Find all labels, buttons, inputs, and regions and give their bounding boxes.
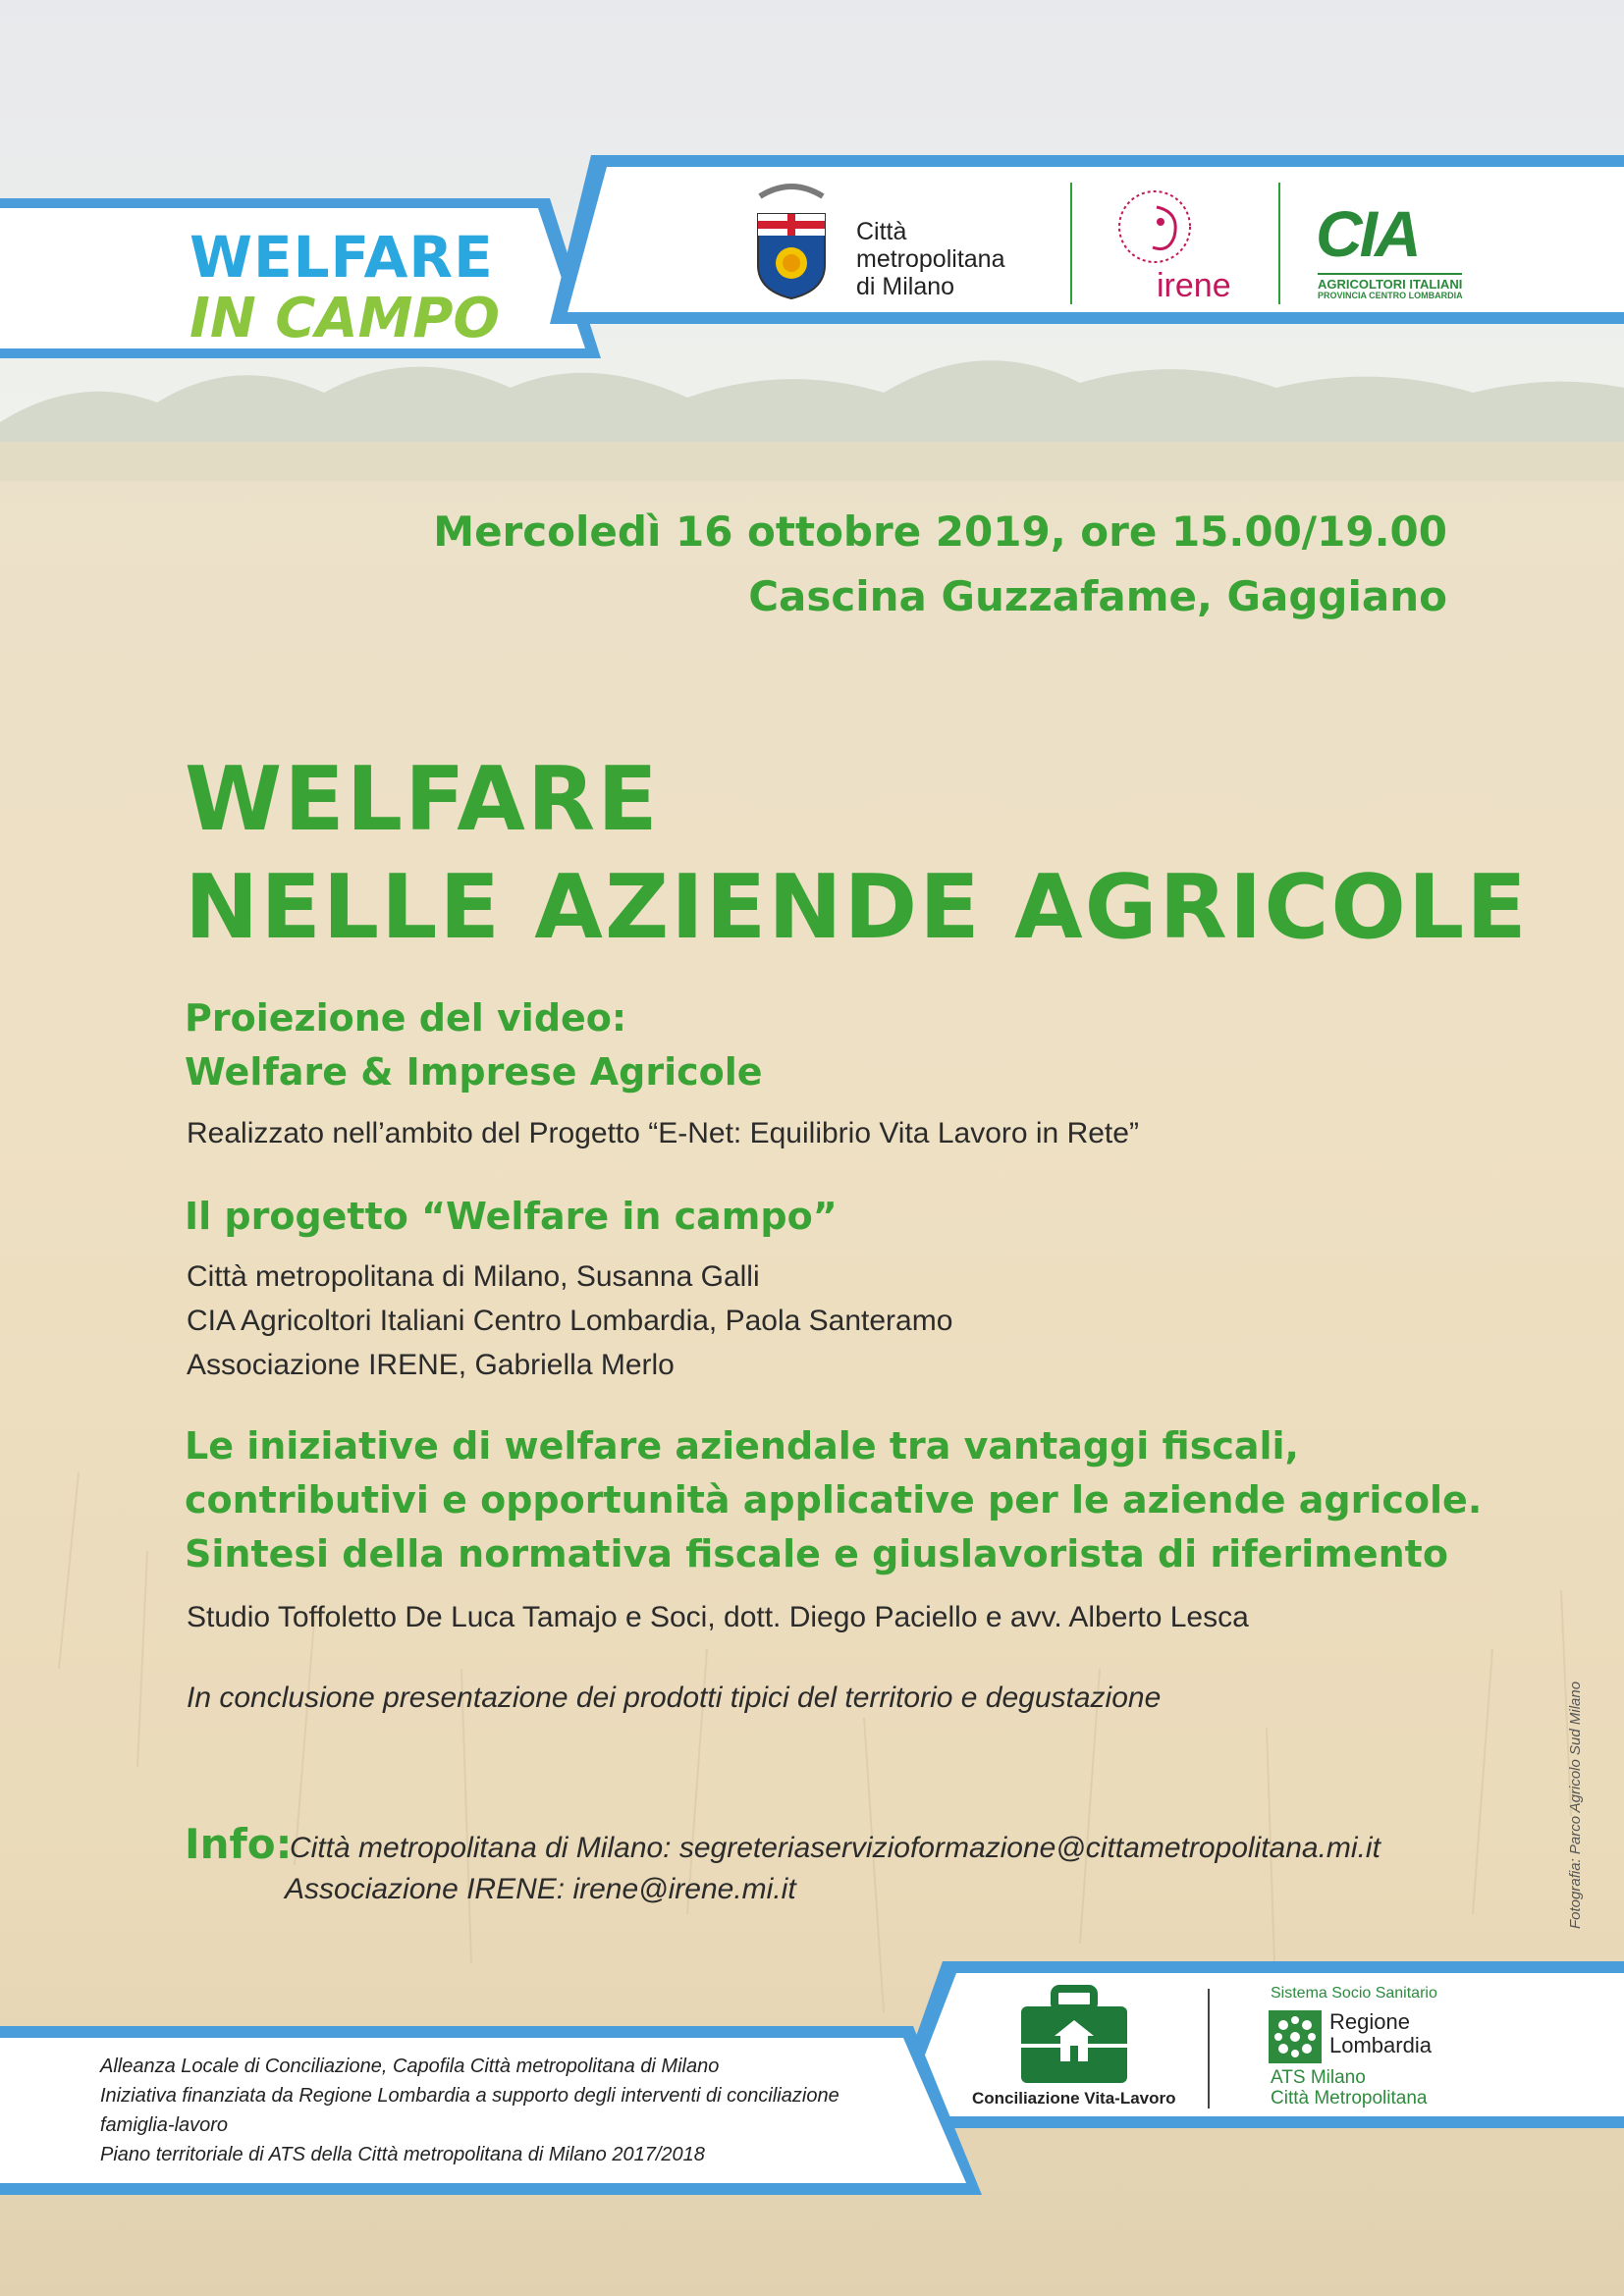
irene-logo-text: irene <box>1157 267 1231 304</box>
iniziative-heading-line: Le iniziative di welfare aziendale tra vantaggi fiscali, <box>185 1424 1299 1468</box>
header-divider-2 <box>1278 183 1280 304</box>
iniziative-heading-line: contributivi e opportunità applicative per le aziende agricole. <box>185 1478 1483 1522</box>
cia-logo-line1: AGRICOLTORI ITALIANI <box>1318 273 1462 292</box>
conciliazione-label: Conciliazione Vita-Lavoro <box>972 2089 1176 2108</box>
video-heading-1: Proiezione del video: <box>185 996 627 1040</box>
header-divider <box>1070 183 1072 304</box>
regione-lombardia-text: Regione Lombardia <box>1329 2009 1432 2057</box>
cia-logo-mark: CIA <box>1316 197 1419 270</box>
progetto-line: Associazione IRENE, Gabriella Merlo <box>187 1349 675 1381</box>
footer-notes: Alleanza Locale di Conciliazione, Capofila Città metropolitana di Milano Iniziativa finanziata da Regione Lombardia a supporto degli interventi di conciliazione famiglia-lavoro Piano territoriale di ATS della Città metropolitana di Milano 2017/2018 <box>100 2056 839 2165</box>
event-place: Cascina Guzzafame, Gaggiano <box>748 572 1447 620</box>
info-label: Info: <box>185 1820 293 1868</box>
iniziative-heading-line: Sintesi della normativa fiscale e giuslavorista di riferimento <box>185 1532 1448 1575</box>
main-title-line2: NELLE AZIENDE AGRICOLE <box>185 856 1529 959</box>
header-right-band <box>550 147 1624 334</box>
photo-credit: Fotografia: Parco Agricolo Sud Milano <box>1567 1681 1584 1929</box>
briefcase-house-icon <box>1017 1985 1131 2087</box>
footer-divider <box>1208 1989 1210 2109</box>
progetto-heading: Il progetto “Welfare in campo” <box>185 1195 838 1238</box>
in-campo-subtitle: IN CAMPO <box>189 287 501 350</box>
main-title-line1: WELFARE <box>185 748 660 851</box>
conclusione-note: In conclusione presentazione dei prodotti tipici del territorio e degustazione <box>187 1682 1162 1714</box>
sistema-socio-sanitario: Sistema Socio Sanitario <box>1271 1985 1437 2002</box>
regione-lombardia-rose-icon <box>1269 2010 1322 2063</box>
video-heading-2: Welfare & Imprese Agricole <box>185 1050 763 1094</box>
info-email-citta: Città metropolitana di Milano: segreteriaservizioformazione@cittametropolitana.mi.it <box>290 1832 1380 1864</box>
citta-metropolitana-logo-text: Città metropolitana di Milano <box>856 218 1005 300</box>
video-description: Realizzato nell’ambito del Progetto “E-Net: Equilibrio Vita Lavoro in Rete” <box>187 1117 1139 1149</box>
event-date: Mercoledì 16 ottobre 2019, ore 15.00/19.00 <box>433 507 1447 556</box>
irene-logo-icon <box>1106 183 1214 271</box>
cia-logo-line2: PROVINCIA CENTRO LOMBARDIA <box>1318 291 1463 300</box>
ats-milano-text: ATS Milano Città Metropolitana <box>1271 2067 1428 2109</box>
progetto-line: Città metropolitana di Milano, Susanna Galli <box>187 1260 760 1293</box>
studio-speakers: Studio Toffoletto De Luca Tamajo e Soci, dott. Diego Paciello e avv. Alberto Lesca <box>187 1601 1249 1633</box>
info-email-irene: Associazione IRENE: irene@irene.mi.it <box>285 1873 796 1905</box>
citta-metropolitana-crest-icon <box>738 177 844 302</box>
welfare-in-campo-title: WELFARE <box>189 224 494 291</box>
progetto-line: CIA Agricoltori Italiani Centro Lombardia, Paola Santeramo <box>187 1305 953 1337</box>
